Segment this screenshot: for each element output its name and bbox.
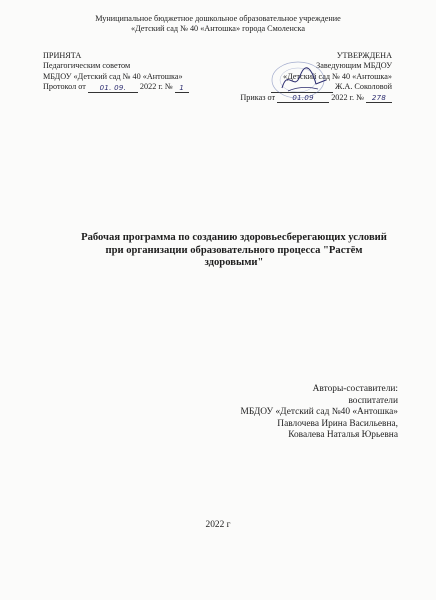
authors-label: Авторы-составители: bbox=[312, 384, 398, 394]
signature-underline bbox=[288, 87, 318, 91]
order-prefix: Приказ от bbox=[240, 92, 276, 102]
title-line-3: здоровыми" bbox=[204, 257, 264, 268]
protocol-prefix: Протокол от bbox=[43, 82, 86, 92]
accepted-block bbox=[43, 51, 189, 93]
approved-head: Заведующим МБДОУ bbox=[316, 61, 392, 71]
accepted-heading: ПРИНЯТА bbox=[43, 51, 82, 60]
approved-heading: УТВЕРЖДЕНА bbox=[336, 51, 392, 60]
order-year: 2022 г. № bbox=[331, 92, 364, 102]
document-year: 2022 г bbox=[205, 520, 231, 530]
institution-line-1: Муниципальное бюджетное дошкольное образовательное учреждение bbox=[95, 14, 341, 23]
protocol-line bbox=[43, 82, 189, 92]
accepted-org: МБДОУ «Детский сад № 40 «Антошка» bbox=[43, 71, 183, 81]
signature-stroke bbox=[282, 68, 326, 88]
approved-org: «Детский сад № 40 «Антошка» bbox=[282, 71, 392, 81]
author-name-1: Павлочева Ирина Васильевна, bbox=[277, 418, 398, 429]
authors-org: МБДОУ «Детский сад №40 «Антошка» bbox=[240, 407, 398, 418]
author-name-2: Ковалева Наталья Юрьевна bbox=[288, 430, 398, 441]
signature-name: Ж.А. Соколовой bbox=[335, 82, 392, 92]
order-date: 01.09 bbox=[277, 93, 329, 103]
authors-block bbox=[241, 384, 398, 442]
stamp-signature-image bbox=[268, 58, 338, 102]
accepted-council: Педагогическим советом bbox=[43, 61, 131, 71]
order-number: 278 bbox=[366, 93, 392, 103]
title-line-1: Рабочая программа по созданию здоровьесберегающих условий bbox=[81, 232, 387, 243]
document-title bbox=[60, 232, 408, 270]
institution-line-2: «Детский сад № 40 «Антошка» города Смоленска bbox=[131, 24, 305, 33]
protocol-date: 01. 09. bbox=[88, 83, 138, 93]
protocol-number: 1 bbox=[175, 83, 189, 93]
title-line-2: при организации образовательного процесса "Растём bbox=[105, 244, 363, 256]
institution-header bbox=[0, 14, 436, 34]
authors-role: воспитатели bbox=[348, 395, 398, 406]
protocol-year: 2022 г. № bbox=[139, 82, 173, 92]
